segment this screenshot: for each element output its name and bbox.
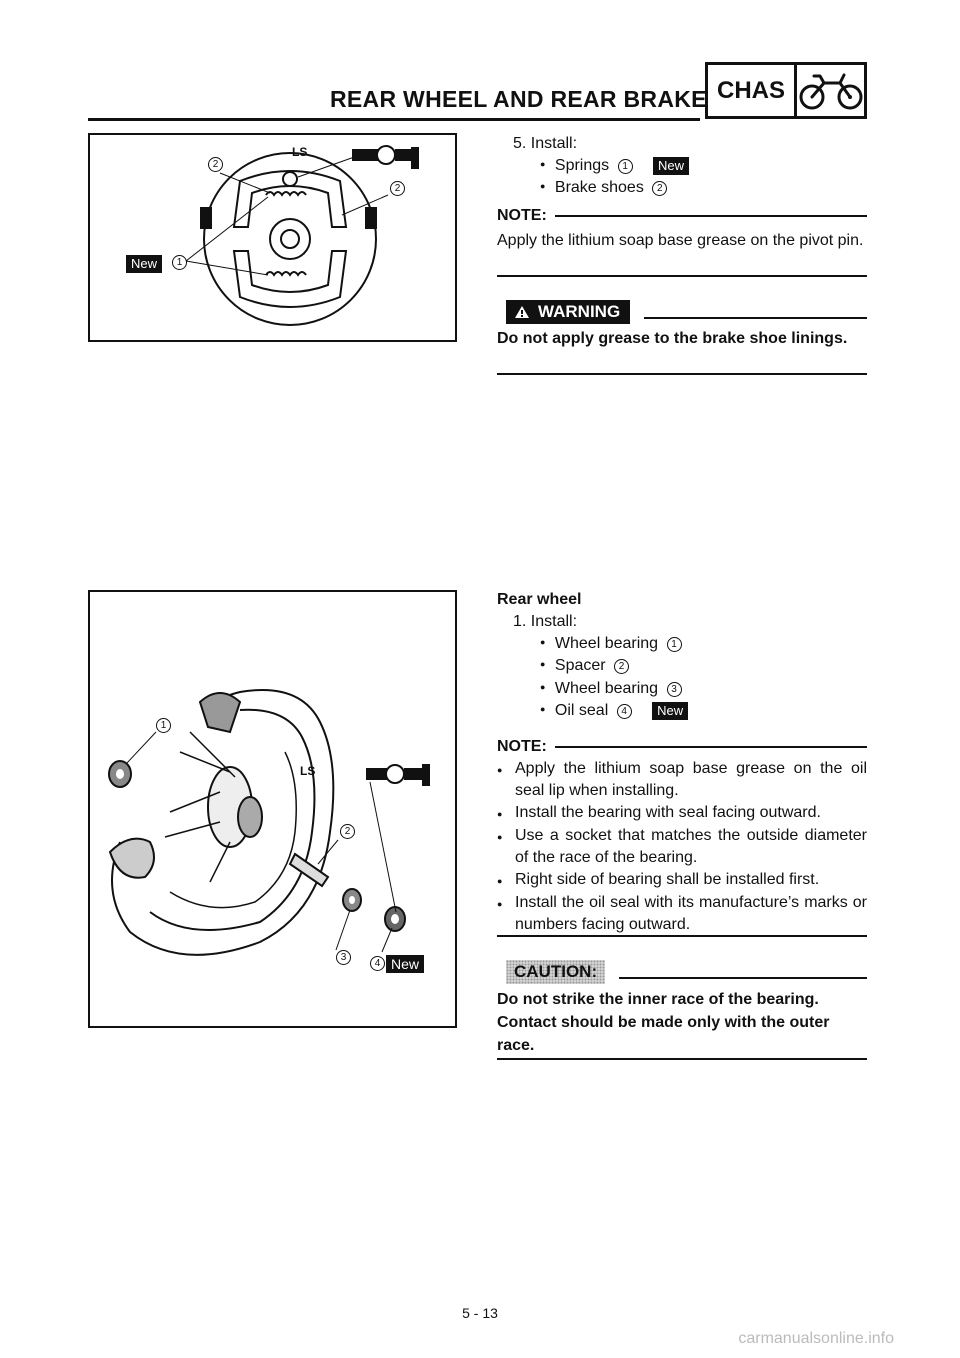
new-badge: New (652, 702, 688, 720)
item-number: 4 (617, 704, 632, 719)
step5-item-springs (540, 155, 689, 178)
warning-text: Do not apply grease to the brake shoe linings. (497, 330, 848, 347)
section-label: CHAS (708, 65, 797, 116)
note-bullet: ● Apply the lithium soap base grease on the oil seal lip when installing. (497, 760, 867, 799)
rear-wheel-step: 1. Install: (513, 613, 578, 630)
figure2-callout: 4 (370, 956, 385, 971)
warning-badge (506, 300, 630, 324)
note-bullet: ● Right side of bearing shall be installed first. (497, 871, 820, 888)
rear-wheel-item (540, 633, 682, 656)
brake-shoe-figure (88, 133, 457, 342)
item-number: 2 (652, 181, 667, 196)
ls-badge-text: LS (292, 145, 308, 159)
new-badge: New (386, 955, 424, 973)
page-number: 5 - 13 (462, 1305, 498, 1321)
item-text: Spacer (554, 657, 606, 674)
caution-header (506, 960, 867, 984)
item-number: 3 (667, 682, 682, 697)
warning-header (506, 300, 867, 324)
rear-wheel-heading: Rear wheel (497, 591, 582, 608)
note-bullet: ● Install the bearing with seal facing outward. (497, 804, 821, 821)
note2-list (497, 758, 867, 936)
note-label: NOTE: (497, 207, 547, 224)
item-number: 1 (618, 159, 633, 174)
note2-header (497, 738, 867, 756)
step5-item-brake-shoes (540, 177, 667, 200)
header-rule (88, 118, 700, 121)
watermark: carmanualsonline.info (738, 1330, 894, 1347)
motorcycle-icon (797, 65, 864, 116)
note1-text: Apply the lithium soap base grease on the pivot pin. (497, 232, 864, 249)
section-tab (705, 62, 867, 119)
warning-label: WARNING (538, 302, 621, 321)
rear-wheel-item (540, 678, 682, 701)
item-number: 1 (667, 637, 682, 652)
item-text: Wheel bearing (554, 680, 659, 697)
caution-badge: CAUTION: (506, 960, 605, 984)
note-label: NOTE: (497, 738, 547, 755)
ls-badge-text: LS (300, 764, 316, 778)
figure1-callout: 1 (172, 255, 187, 270)
new-badge: New (653, 157, 689, 175)
warning-icon (514, 305, 530, 319)
rear-wheel-item (540, 700, 688, 723)
figure2-callout: 2 (340, 824, 355, 839)
item-text: Brake shoes (554, 179, 644, 196)
item-text: Springs (554, 157, 610, 174)
item-text: Oil seal (554, 702, 609, 719)
note-bullet: ● Install the oil seal with its manufacture’s marks or numbers facing outward. (497, 894, 867, 933)
page-title: REAR WHEEL AND REAR BRAKE (330, 86, 707, 112)
rear-wheel-figure (88, 590, 457, 1028)
note-bullet: ● Use a socket that matches the outside diameter of the race of the bearing. (497, 827, 867, 866)
item-number: 2 (614, 659, 629, 674)
rear-wheel-item (540, 655, 629, 678)
item-text: Wheel bearing (554, 635, 659, 652)
figure2-callout: 3 (336, 950, 351, 965)
figure2-callout: 1 (156, 718, 171, 733)
figure1-callout: 2 (390, 181, 405, 196)
step5-heading: 5. Install: (513, 135, 578, 152)
new-badge: New (126, 255, 162, 273)
brake-shoe-illustration (90, 135, 455, 340)
note1-header (497, 207, 867, 225)
figure1-callout: 2 (208, 157, 223, 172)
caution-text: Do not strike the inner race of the bearing. Contact should be made only with the outer race. (497, 991, 830, 1054)
